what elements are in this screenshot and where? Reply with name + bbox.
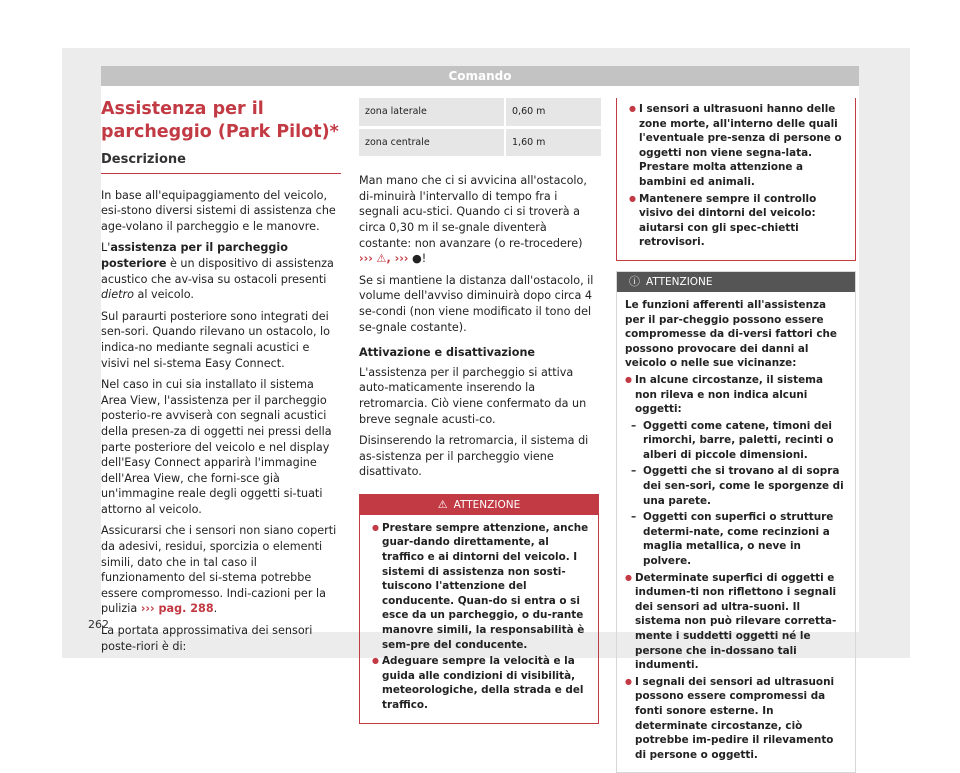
text-end: al veicolo. <box>133 288 194 302</box>
attention-bullet: ● I segnali dei sensori ad ultrasuoni possono essere compromessi da fonti sonore esterne. In determinate circostanze, ciò potrebbe im-pedire il rilevamento di persone o oggetti. <box>625 675 847 763</box>
paragraph-range: La portata approssimativa dei sensori poste-riori è di: <box>101 624 313 653</box>
paragraph-intro: In base all'equipaggiamento del veicolo, esi-stono diversi sistemi di assistenza che age-volano il parcheggio e le manovre. <box>101 188 336 233</box>
attention-dash-item: – Oggetti come catene, timoni dei rimorchi, barre, paletti, recinti o alberi di piccole dimensioni. <box>625 419 847 463</box>
paragraph-deactivation: Disinserendo la retromarcia, il sistema di as-sistenza per il parcheggio viene disattivato. <box>359 434 589 479</box>
warning-triangle-icon: ⚠ <box>376 252 387 266</box>
text-body: è un dispositivo di assistenza acustico che av-visa su ostacoli presenti <box>101 256 334 286</box>
section-subtitle: Descrizione <box>101 152 341 174</box>
table-cell-value: 1,60 m <box>505 127 601 158</box>
table-cell-value: 0,60 m <box>505 98 601 127</box>
warning-triangle-icon: ⚠ <box>437 497 448 511</box>
warning-bullet: ● I sensori a ultrasuoni hanno delle zone morte, all'interno delle quali l'eventuale pre-senza di persone o oggetti non viene segna-lata. Prestare molta attenzione a bambini ed animali. <box>629 102 847 190</box>
warning-header <box>360 495 598 515</box>
text-prefix: L' <box>101 241 111 255</box>
warning-body <box>360 515 598 723</box>
text-end: . <box>213 602 218 616</box>
attention-label: ATTENZIONE <box>646 275 713 288</box>
subheading-activation: Attivazione e disattivazione <box>359 346 536 360</box>
bold-term: assistenza per il parcheggio posteriore <box>101 241 288 270</box>
attention-dash-item: – Oggetti con superfici o strutture determi-nate, come recinzioni a maglia metallica, o neve in polvere. <box>625 510 847 568</box>
ref-arrow-link[interactable]: , ››› <box>386 252 409 266</box>
table-cell-label: zona centrale <box>359 127 505 158</box>
paragraph-cleaning <box>101 523 341 617</box>
attention-intro: Le funzioni afferenti all'assistenza per il par-cheggio possono essere compromesse da di-versi fattori che possono provocare dei danni al veicolo o nelle sue vicinanze: <box>625 298 837 370</box>
info-circle-icon: ● <box>411 252 422 266</box>
warning-bullet: ● Adeguare sempre la velocità e la guida alle condizioni di visibilità, meteorologiche, della strada e del traffico. <box>372 654 590 712</box>
attention-bullet: ● Determinate superfici di oggetti e indumen-ti non riflettono i segnali dei sensori ad ultra-suoni. Il sistema non può rilevare corretta-mente i suddetti oggetti né le persone che in-dossano tali indumenti. <box>625 571 847 673</box>
text-end: ! <box>421 252 427 266</box>
page-title: Assistenza per il parcheggio (Park Pilot)* <box>101 99 339 142</box>
warning-label: ATTENZIONE <box>453 498 521 511</box>
column-right <box>616 98 856 773</box>
range-table <box>359 98 601 159</box>
attention-bullet: ● In alcune circostanze, il sistema non rileva e non indica alcuni oggetti: <box>625 373 847 417</box>
text-body: Assicurarsi che i sensori non siano coperti da adesivi, residui, sporcizia o elementi simili, dato che in tal caso il funzionamento del si-stema potrebbe essere compromesso. Indi-cazioni per la pulizia <box>101 524 337 616</box>
column-left <box>101 98 341 660</box>
attention-body <box>617 292 855 772</box>
section-header: Comando <box>101 66 859 86</box>
page-number: 262 <box>88 618 109 631</box>
warning-box <box>359 494 599 724</box>
paragraph-sensors: Sul paraurti posteriore sono integrati dei sen-sori. Quando rilevano un ostacolo, lo indica-no mediante segnali acustici e visivi nel si-stema Easy Connect. <box>101 309 331 370</box>
info-circle-icon: ⓘ <box>629 274 640 288</box>
page-link[interactable]: ››› pag. 288 <box>140 602 214 616</box>
warning-bullet: ● Mantenere sempre il controllo visivo dei dintorni del veicolo: aiutarsi con gli spec-chietti retrovisori. <box>629 192 847 250</box>
paragraph-activation: L'assistenza per il parcheggio si attiva auto-maticamente inserendo la retromarcia. Ciò viene confermato da un breve segnale acusti-co. <box>359 365 587 426</box>
text-body: Man mano che ci si avvicina all'ostacolo, di-minuirà l'intervallo di tempo fra i segnali acu-stici. Quando ci si troverà a circa 0,30 m il se-gnale diventerà costante: non avanzare (o re-trocedere) <box>359 174 587 250</box>
paragraph-rear-assist <box>101 240 341 302</box>
ref-arrow-link[interactable]: ››› <box>359 252 373 266</box>
attention-dash-item: – Oggetti che si trovano al di sopra dei sen-sori, come le sporgenze di una parete. <box>625 464 847 508</box>
table-cell-label: zona laterale <box>359 98 505 127</box>
paragraph-approach <box>359 173 599 267</box>
table-row <box>359 98 601 127</box>
attention-box <box>616 271 856 773</box>
warning-bullet: ● Prestare sempre attenzione, anche guar-dando direttamente, al traffico e ai dintorni del veicolo. I sistemi di assistenza non sosti-tuiscono l'attenzione del conducente. Quan-do si entra o si esce da un parcheggio, o du-rante manovre simili, la responsabilità è sem-pre del conducente. <box>372 521 590 652</box>
warning-box-continued <box>616 98 856 261</box>
attention-header <box>617 272 855 292</box>
table-row <box>359 127 601 158</box>
paragraph-volume: Se si mantiene la distanza dall'ostacolo, il volume dell'avviso diminuirà dopo circa 4 se-condi (non viene modificato il tono del se-gnale costante). <box>359 273 594 334</box>
italic-term: dietro <box>101 288 134 302</box>
paragraph-area-view: Nel caso in cui sia installato il sistema Area View, l'assistenza per il parcheggio posterio-re avviserà con segnali acustici della presen-za di oggetti nei pressi della parte posteriore del veicolo e nel display dell'Easy Connect apparirà l'immagine dell'Area View, che forni-sce già un'immagine reale degli oggetti si-tuati attorno al veicolo. <box>101 378 332 516</box>
column-middle <box>359 98 599 724</box>
